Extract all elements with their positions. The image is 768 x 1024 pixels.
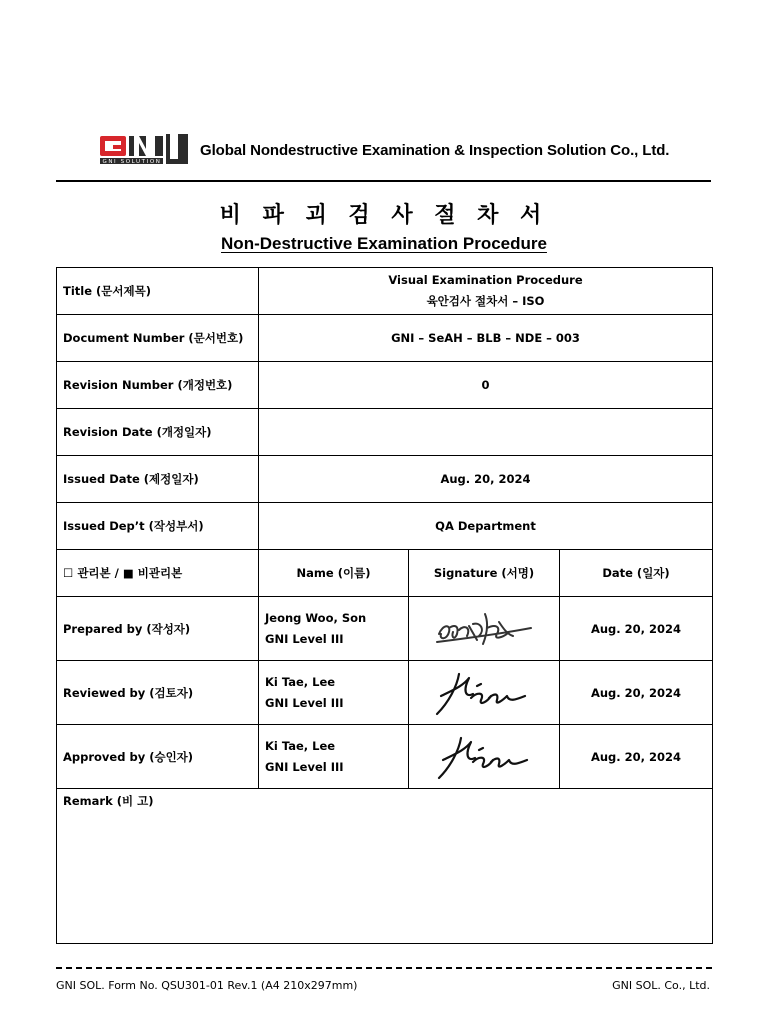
header-divider bbox=[56, 180, 711, 182]
row-issued-dept bbox=[57, 503, 713, 550]
remark-cell bbox=[57, 789, 713, 944]
name-column-header: Name (이름) bbox=[259, 550, 409, 597]
prepared-by-date: Aug. 20, 2024 bbox=[560, 597, 713, 661]
row-issued-date bbox=[57, 456, 713, 503]
row-approved-by bbox=[57, 725, 713, 789]
reviewed-by-name-cell bbox=[259, 661, 409, 725]
title-label: Title (문서제목) bbox=[57, 268, 259, 315]
form-number: GNI SOL. Form No. QSU301-01 Rev.1 (A4 210x297mm) bbox=[56, 979, 358, 992]
reviewed-by-name: Ki Tae, Lee bbox=[265, 674, 336, 689]
date-column-header: Date (일자) bbox=[560, 550, 713, 597]
row-title bbox=[57, 268, 713, 315]
row-prepared-by bbox=[57, 597, 713, 661]
approved-by-name: Ki Tae, Lee bbox=[265, 738, 336, 753]
title-value-korean: 육안검사 절차서 – ISO bbox=[426, 294, 545, 308]
revision-number-value: 0 bbox=[259, 362, 713, 409]
logo-text: GNI SOLUTION bbox=[102, 159, 162, 166]
footer-divider bbox=[56, 967, 712, 969]
approved-by-signature bbox=[429, 732, 539, 782]
company-name: Global Nondestructive Examination & Inspection Solution Co., Ltd. bbox=[200, 141, 670, 159]
document-title-english: Non-Destructive Examination Procedure bbox=[221, 234, 547, 253]
document-header bbox=[100, 133, 720, 167]
title-value-english: Visual Examination Procedure bbox=[388, 273, 583, 287]
prepared-by-signature bbox=[429, 604, 539, 654]
prepared-by-level: GNI Level III bbox=[265, 631, 344, 646]
company-logo bbox=[100, 134, 192, 166]
issued-date-label: Issued Date (제정일자) bbox=[57, 456, 259, 503]
row-document-number bbox=[57, 315, 713, 362]
copy-control-selector bbox=[57, 550, 259, 597]
prepared-by-name: Jeong Woo, Son bbox=[265, 610, 367, 625]
issued-dept-value: QA Department bbox=[259, 503, 713, 550]
signature-column-header: Signature (서명) bbox=[409, 550, 560, 597]
uncontrolled-copy-checkbox: ■ bbox=[122, 566, 134, 580]
row-revision-date bbox=[57, 409, 713, 456]
controlled-copy-label: 관리본 bbox=[77, 566, 111, 580]
reviewed-by-signature bbox=[429, 668, 539, 718]
footer-company: GNI SOL. Co., Ltd. bbox=[612, 979, 710, 992]
prepared-by-signature-cell bbox=[409, 597, 560, 661]
revision-date-label: Revision Date (개정일자) bbox=[57, 409, 259, 456]
uncontrolled-copy-label: 비관리본 bbox=[137, 566, 183, 580]
issued-date-value: Aug. 20, 2024 bbox=[259, 456, 713, 503]
reviewed-by-level: GNI Level III bbox=[265, 695, 344, 710]
remark-label: Remark (비 고) bbox=[63, 794, 154, 808]
approved-by-level: GNI Level III bbox=[265, 759, 344, 774]
reviewed-by-signature-cell bbox=[409, 661, 560, 725]
document-number-value: GNI – SeAH – BLB – NDE – 003 bbox=[259, 315, 713, 362]
row-remark bbox=[57, 789, 713, 944]
approved-by-signature-cell bbox=[409, 725, 560, 789]
row-revision-number bbox=[57, 362, 713, 409]
document-number-label: Document Number (문서번호) bbox=[57, 315, 259, 362]
reviewed-by-label: Reviewed by (검토자) bbox=[57, 661, 259, 725]
row-column-headers bbox=[57, 550, 713, 597]
copy-control-separator: / bbox=[114, 566, 119, 580]
approved-by-label: Approved by (승인자) bbox=[57, 725, 259, 789]
title-value bbox=[259, 268, 713, 315]
reviewed-by-date: Aug. 20, 2024 bbox=[560, 661, 713, 725]
prepared-by-label: Prepared by (작성자) bbox=[57, 597, 259, 661]
procedure-info-table bbox=[56, 267, 713, 944]
row-reviewed-by bbox=[57, 661, 713, 725]
document-title-korean: 비 파 괴 검 사 절 차 서 bbox=[219, 203, 549, 228]
revision-date-value bbox=[259, 409, 713, 456]
approved-by-date: Aug. 20, 2024 bbox=[560, 725, 713, 789]
prepared-by-name-cell bbox=[259, 597, 409, 661]
approved-by-name-cell bbox=[259, 725, 409, 789]
issued-dept-label: Issued Dep’t (작성부서) bbox=[57, 503, 259, 550]
revision-number-label: Revision Number (개정번호) bbox=[57, 362, 259, 409]
controlled-copy-checkbox: ☐ bbox=[63, 566, 74, 580]
